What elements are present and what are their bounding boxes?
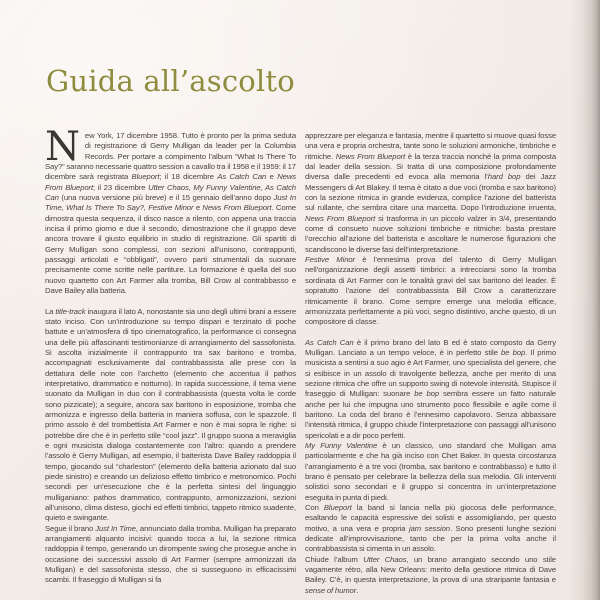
text-segment: . — [356, 585, 359, 595]
italic-text-segment: Just In Time — [95, 523, 136, 533]
italic-text-segment: Just In Time, What Is There To Say?, Festive Minor — [45, 193, 296, 213]
drop-cap: N — [45, 124, 80, 170]
text-segment: La — [45, 306, 56, 316]
text-segment: è la terza traccia nonché la prima composta dal leader della session. Si tratta di una composizione profondamente diversa dalle precedenti ed evoca alla memoria l’ — [305, 151, 556, 182]
text-segment: apprezzare per eleganza e fantasia, mentre il quartetto si muove quasi fosse una vera e propria orchestra, tante sono le soluzioni armoniche, timbriche e ritmiche. — [305, 131, 556, 161]
text-segment: . Sono presenti lunghe sezioni dedicate all’improvvisazione, tanto che per la prima volta anche il contrabbassista si cimenta in un assolo. — [305, 523, 556, 554]
text-segment: sembra essere un fatto naturale anche per lui che impugna uno strumento poco flessibile e agile come il baritono. La coda del brano è l’ennesimo capolavoro. Senza abbassare l’intensità ritmica, il gruppo chiude l’interpretazione con passaggi all’unisono spericolati e a dir poco perfetti. — [305, 389, 556, 440]
italic-text-segment: be bop — [414, 389, 440, 399]
text-segment: è un classico, uno standard che Mulligan ama particolarmente e che ha già inciso con Chet Baker. In questa circostanza l’arrangiamento è a tre voci (tromba, sax baritono e contrabbasso) e tutto il brano è pensato per celebrare la bellezza della sua melodia. Gli interventi solistici sono secondari e il gruppo si concentra in un’interpretazione eseguita in punta di piedi. — [305, 440, 556, 502]
text-segment: inaugura il lato A, nonostante sia uno degli ultimi brani a essere stato inciso. Con un’introduzione su tempo dispari e terzinato di poche battute e un’atmosfera di tipo cinematografico, la performance ci consegna una delle più affascinanti testimonianze di arrangiamento del sassofonista. Si ascolta inizialmente il contrappunto tra sax baritono e tromba, accompagnati esclusivamente dal contrabbassista alle prese con la dettatura delle note con l’archetto (elemento che accentua il pathos interpretativo, drammatico e notturno). In rapida successione, il tema viene suonato da Mulligan in duo con il contrabbassista (questa volta le corde sono pizzicate); a seguire, ancora sax baritono in esposizione, tromba che armonizza e ingresso della batteria in maniera soffusa, con le spazzole. Il primo assolo è del trombettista Art Farmer e non è mai sopra le righe: si potrebbe dire che è in perfetto stile “cool jazz”. Il gruppo suona a meraviglia e ogni musicista dialoga costantemente con l’altro: quando a prendere l’assolo è Gerry Mulligan, ad esempio, il batterista Dave Bailey raddoppia il tempo, giocando sul “charleston” (elemento della batteria azionato dal suo piede sinistro) e creando un delizioso effetto timbrico e metronomico. Pochi secondi per un’esecuzione che è la perfetta sintesi del linguaggio mulliganiano: pathos drammatico, contrappunto, armonizzazioni, sezioni all’unisono, clima disteso, giochi ed effetti timbrici, tappeto ritmico suadente, quieto e swingante. — [45, 306, 297, 523]
paragraph — [45, 307, 296, 524]
italic-text-segment: title-track — [55, 306, 86, 316]
text-segment: Chiude l’album — [305, 554, 364, 564]
text-segment: si trasforma in un piccolo valzer in 3/4, presentando come di consueto nuove soluzioni timbriche e ritmiche: basta prestare l’orecchio all’azione del batterista e ascoltare le numerose figurazioni che scandiscono le diverse fasi dell’interpretazione. — [305, 213, 556, 254]
italic-text-segment: Blueport — [131, 172, 160, 182]
page-title: Guida all’ascolto — [46, 64, 295, 98]
italic-text-segment: Utter Chaos, My Funny Valentine, As Catch Can — [45, 182, 296, 203]
text-segment: , annunciato dalla tromba. Mulligan ha preparato arrangiamenti alquanto incisivi: quando tocca a lui, la sezione ritmica raddoppia il tempo, generando un dirompente swing che prosegue anche in occasione dei successivi assolo di Art Farmer (sempre armonizzati da Mulligan) e del sassofonista stesso, che si susseguono in efficacissimi scambi. Il fraseggio di Mulligan si fa — [45, 523, 296, 585]
italic-text-segment: Utter Chaos — [363, 554, 407, 564]
text-segment: dei Jazz Messengers di Art Blakey. Il tema è citato a due voci (tromba e sax baritono) con la sezione ritmica in grande evidenza, complice l’azione del batterista sul rullante, che sembra citare una marcetta. Dopo l’introduzione irruenta, — [305, 172, 556, 213]
column-right — [305, 131, 556, 596]
italic-text-segment: My Funny Valentine — [305, 440, 378, 450]
column-left — [45, 124, 297, 596]
italic-text-segment: Festive Minor — [305, 255, 356, 265]
text-segment: e — [266, 172, 278, 182]
italic-text-segment: jam session — [408, 523, 450, 533]
text-segment: . Come dimostra questa sequenza, il disco nasce a rilento, con appena una traccia incisa il primo giorno e due il secondo, dimostrazione che il gruppo deve ancora trovare il giusto equilibrio in studio di registrazione. Gli spartiti di Gerry Mulligan sono complessi, con sezioni all’unisono, contrappunti, passaggi articolati e “obbligati”, ovvero parti strumentali da suonare precisamente come scritte nelle partiture. La formazione è quella del suo nuovo quartetto con Art Farmer alla tromba, Bill Crow al contrabbasso e Dave Bailey alla batteria. — [45, 203, 296, 296]
text-segment: la band si lancia nella più giocosa delle performance, esaltando le capacità espressive dei solisti e assomigliando, per questo motivo, a una vera e propria — [305, 503, 556, 533]
italic-text-segment: News From Blueport — [45, 172, 297, 192]
text-segment: (una nuova versione più breve) e il 15 gennaio dell’anno dopo — [58, 193, 274, 203]
italic-text-segment: News From Blueport — [202, 203, 272, 213]
text-segment: . Il primo musicista a sentirsi a suo agio è Art Farmer, uno specialista del genere, che si esibisce in un assolo di travolgente bellezza, anche per merito di una sezione ritmica che offre un supporto swing di notevole intensità. Stupisce il fraseggio di Mulligan: suonare — [305, 347, 557, 399]
paragraph — [305, 555, 556, 596]
paragraph — [305, 255, 556, 327]
italic-text-segment: hard bop — [487, 172, 521, 182]
paragraph — [45, 124, 297, 297]
paragraph — [305, 441, 556, 503]
text-segment: Segue il brano — [45, 523, 96, 533]
paragraph — [305, 338, 556, 441]
italic-text-segment: News From Blueport — [305, 213, 376, 223]
italic-text-segment: News From Blueport — [335, 151, 406, 161]
text-segment: ; il 18 dicembre — [159, 172, 218, 182]
italic-text-segment: As Catch Can — [305, 337, 354, 347]
italic-text-segment: As Catch Can — [217, 172, 267, 182]
paragraph — [305, 503, 556, 555]
text-segment: ; il 23 dicembre — [93, 182, 149, 192]
text-segment: e — [193, 203, 203, 213]
italic-text-segment: sense of humor — [305, 585, 357, 595]
paragraph — [305, 131, 556, 255]
article-columns — [45, 124, 557, 596]
paragraph — [45, 524, 296, 586]
page-fold-shadow — [570, 0, 600, 600]
italic-text-segment: Blueport — [323, 503, 352, 513]
text-segment: , un brano arrangiato secondo uno stile vagamente rétro, alla New Orleans: merito della gestione ritmica di Dave Bailey. C’è, in questa interpretazione, la prova di una straripante fantasia e — [305, 554, 556, 585]
text-segment: è il primo brano del lato B ed è stato composto da Gerry Mulligan. Lanciato a un tempo veloce, è in perfetto stile — [305, 337, 557, 357]
text-segment: Con — [305, 503, 324, 513]
italic-text-segment: be bop — [501, 347, 526, 357]
text-segment: è l’ennesima prova del talento di Gerry Mulligan nell’organizzazione degli assetti timbrici: a intrecciarsi sono la tromba sordinata di Art Farmer con le tonalità gravi del sax baritono del leader. È sopratutto l’azione del contrabbassista Bill Crow a caratterizzare ritmicamente il brano. Come sempre emerge una melodia efficace, armonizzata perfettamente a più voci, segno distintivo, anche questo, di un compositore di classe. — [305, 255, 557, 327]
text-segment: ew York, 17 dicembre 1958. Tutto è pronto per la prima seduta di registrazione di Gerry Mulligan da leader per la Columbia Records. Per portare a compimento l’album “What Is There To Say?” saranno necessarie quattro session a cavallo tra il 1958 e il 1959: il 17 dicembre sarà registrata — [45, 131, 296, 182]
